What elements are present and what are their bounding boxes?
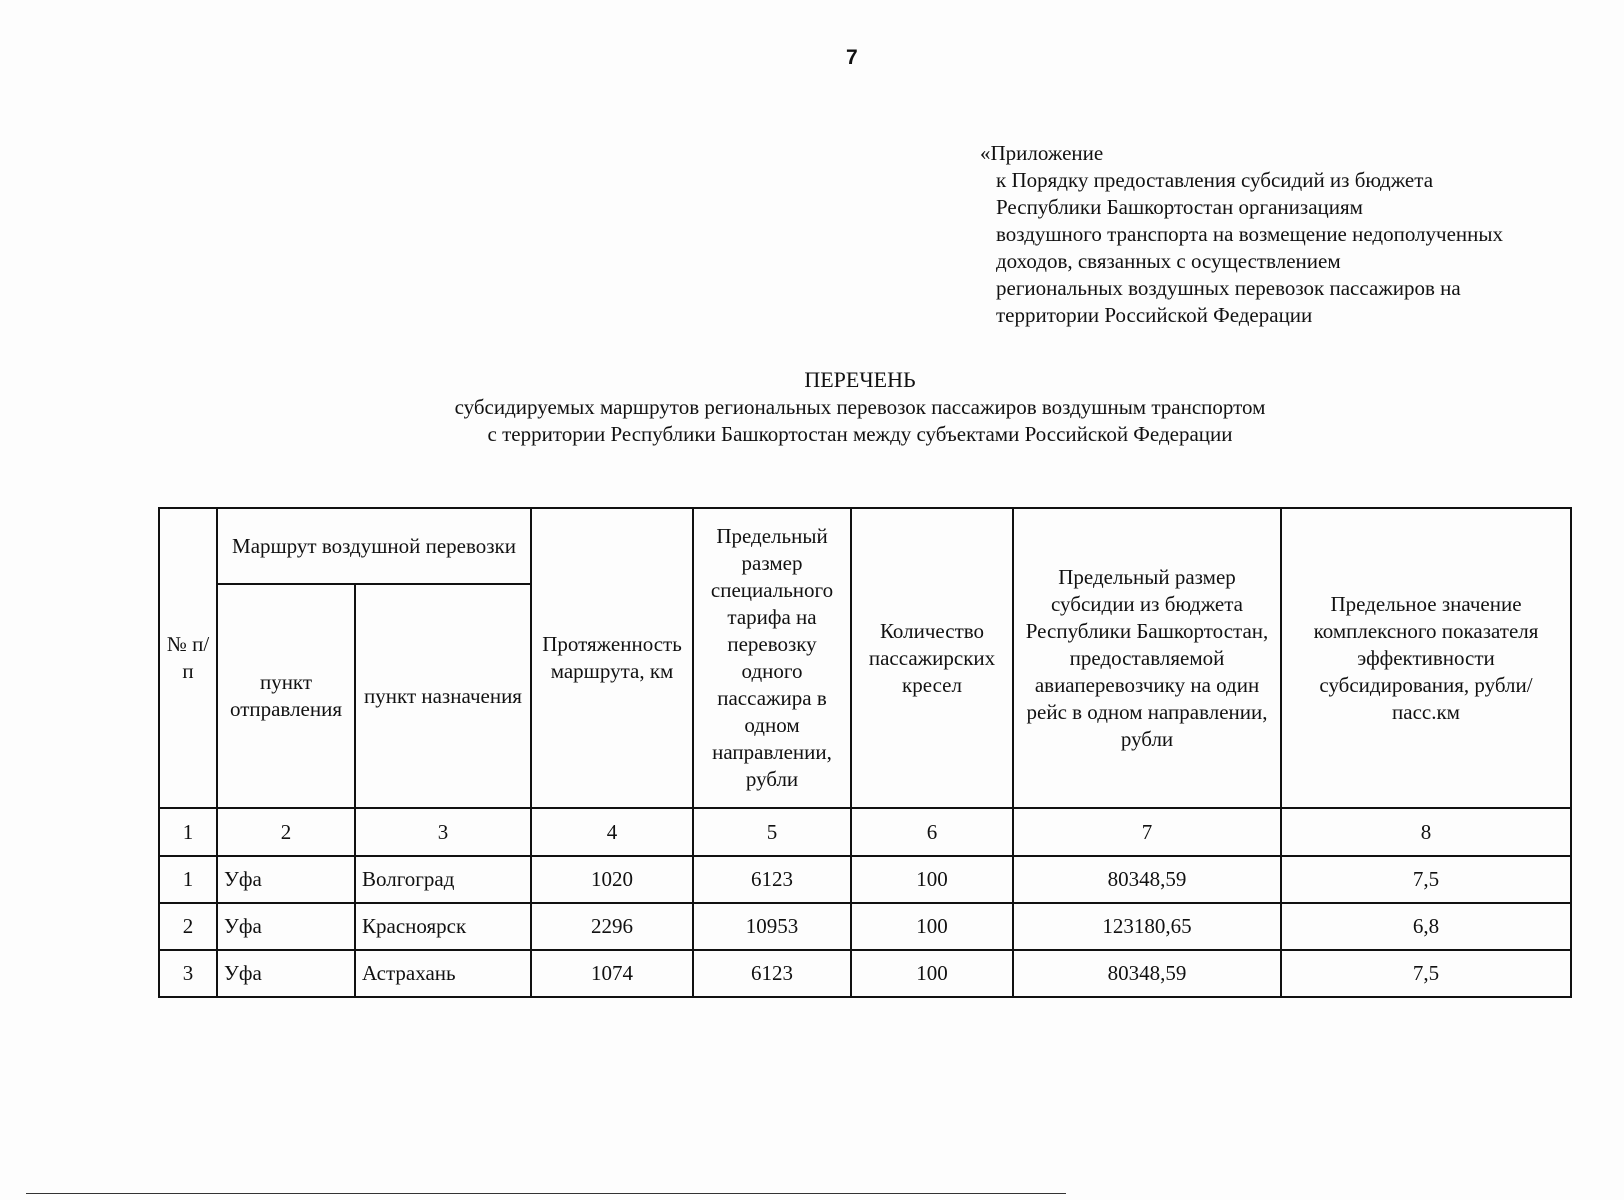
column-number: 6 (851, 808, 1013, 856)
document-subtitle (0, 394, 1624, 448)
cell-destination: Красноярск (355, 903, 531, 950)
header-subsidy: Предельный размер субсидии из бюджета Республики Башкортостан, предоставляемой авиаперевозчику на один рейс в одном направлении, рубли (1013, 508, 1281, 808)
cell-num: 2 (159, 903, 217, 950)
cell-tariff: 10953 (693, 903, 851, 950)
cell-destination: Волгоград (355, 856, 531, 903)
cell-seats: 100 (851, 856, 1013, 903)
cell-length: 2296 (531, 903, 693, 950)
cell-num: 1 (159, 856, 217, 903)
column-number: 2 (217, 808, 355, 856)
appendix-line: доходов, связанных с осуществлением (996, 249, 1341, 273)
header-efficiency: Предельное значение комплексного показателя эффективности субсидирования, рубли/пасс.км (1281, 508, 1571, 808)
cell-subsidy: 123180,65 (1013, 903, 1281, 950)
cell-tariff: 6123 (693, 856, 851, 903)
cell-seats: 100 (851, 950, 1013, 997)
appendix-line: к Порядку предоставления субсидий из бюджета (996, 168, 1434, 192)
column-number: 3 (355, 808, 531, 856)
appendix-line: территории Российской Федерации (996, 303, 1313, 327)
appendix-block (980, 140, 1580, 329)
cell-destination: Астрахань (355, 950, 531, 997)
header-num: № п/п (159, 508, 217, 808)
cell-efficiency: 7,5 (1281, 950, 1571, 997)
bottom-divider (26, 1193, 1066, 1194)
appendix-line: воздушного транспорта на возмещение недополученных (996, 222, 1504, 246)
cell-departure: Уфа (217, 950, 355, 997)
cell-tariff: 6123 (693, 950, 851, 997)
page-number: 7 (846, 46, 858, 69)
column-number-row (159, 808, 1571, 856)
table-row (159, 950, 1571, 997)
cell-length: 1020 (531, 856, 693, 903)
appendix-line: региональных воздушных перевозок пассажиров на (996, 276, 1461, 300)
document-title: ПЕРЕЧЕНЬ (804, 367, 916, 392)
cell-subsidy: 80348,59 (1013, 950, 1281, 997)
header-destination: пункт назначения (355, 584, 531, 808)
routes-table (158, 507, 1572, 998)
cell-departure: Уфа (217, 903, 355, 950)
cell-length: 1074 (531, 950, 693, 997)
header-tariff: Предельный размер специального тарифа на перевозку одного пассажира в одном направлении, рубли (693, 508, 851, 808)
header-row-1 (159, 508, 1571, 584)
column-number: 5 (693, 808, 851, 856)
cell-efficiency: 7,5 (1281, 856, 1571, 903)
table-row (159, 856, 1571, 903)
header-route: Маршрут воздушной перевозки (217, 508, 531, 584)
cell-num: 3 (159, 950, 217, 997)
column-number: 8 (1281, 808, 1571, 856)
cell-subsidy: 80348,59 (1013, 856, 1281, 903)
appendix-line: Республики Башкортостан организациям (996, 195, 1363, 219)
cell-seats: 100 (851, 903, 1013, 950)
header-seats: Количество пассажирских кресел (851, 508, 1013, 808)
column-number: 7 (1013, 808, 1281, 856)
appendix-line: «Приложение (980, 141, 1104, 165)
subtitle-line-2: с территории Республики Башкортостан между субъектами Российской Федерации (487, 422, 1233, 446)
table-row (159, 903, 1571, 950)
column-number: 1 (159, 808, 217, 856)
header-length: Протяженность маршрута, км (531, 508, 693, 808)
header-departure: пункт отправления (217, 584, 355, 808)
cell-departure: Уфа (217, 856, 355, 903)
cell-efficiency: 6,8 (1281, 903, 1571, 950)
subtitle-line-1: субсидируемых маршрутов региональных перевозок пассажиров воздушным транспортом (454, 395, 1266, 419)
column-number: 4 (531, 808, 693, 856)
